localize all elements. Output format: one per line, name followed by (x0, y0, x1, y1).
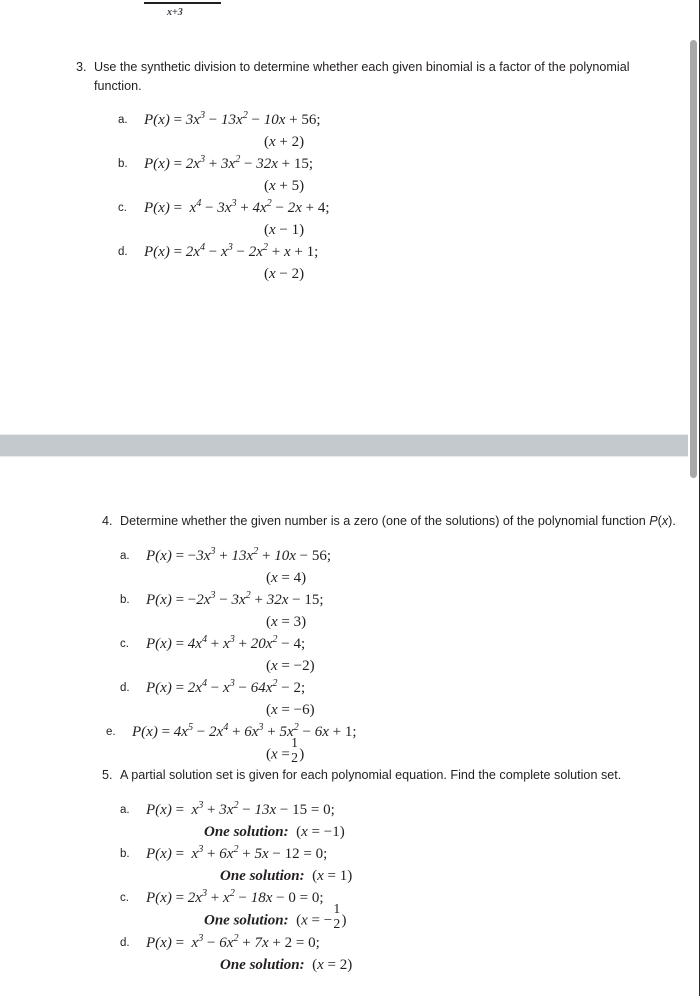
item-3c-letter: c. (118, 202, 127, 214)
question-3-items (0, 109, 700, 285)
item-3b-condition: (x + 5) (264, 178, 305, 194)
question-4-block (0, 512, 700, 766)
item-5d (120, 932, 700, 976)
fraction-bar (144, 2, 221, 4)
top-fraction-fragment (0, 0, 700, 26)
top-fragment-lhs (117, 0, 120, 6)
top-fragment-denominator: x+3 (167, 7, 183, 18)
item-5d-equation: $P(x) = x^3 - 6x^2 + 7x + 2 = 0$; (146, 932, 320, 951)
item-4a (120, 545, 700, 589)
item-4c-condition: (x = −2) (266, 658, 315, 674)
item-4e-condition: (x = 1 2 ) (266, 735, 305, 765)
question-4-prompt: Determine whether the given number is a zero (one of the solutions) of the polynomial function P(x). (120, 514, 676, 528)
vertical-scrollbar-thumb[interactable] (690, 40, 697, 478)
item-5a-condition: One solution: (x = −1) (204, 824, 345, 840)
item-4c (120, 633, 700, 677)
item-3a-condition: (x + 2) (264, 134, 305, 150)
item-5b-letter: b. (120, 848, 130, 860)
item-4d-equation: $P(x) = 2x^4 - x^3 - 64x^2 - 2$; (146, 678, 306, 696)
item-4d-condition: (x = −6) (266, 702, 315, 718)
item-3b (118, 153, 700, 197)
item-4d (120, 677, 700, 721)
item-4e-equation: $P(x) = 4x^5 - 2x^4 + 6x^3 + 5x^2 - 6x + 1$; (132, 722, 357, 740)
page-separator-gap (0, 435, 700, 456)
item-5c-letter: c. (120, 892, 129, 904)
item-5d-condition: One solution: (x = 2) (220, 956, 353, 973)
item-5d-letter: d. (120, 936, 130, 949)
item-4e (106, 721, 700, 766)
item-4d-letter: d. (120, 682, 130, 694)
item-4a-equation: $P(x) = -3x^3 + 13x^2 + 10x - 56$; (146, 546, 332, 564)
question-4-number: 4. (102, 514, 113, 528)
item-3d (118, 241, 700, 285)
item-4b-equation: $P(x) = -2x^3 - 3x^2 + 32x - 15$; (146, 590, 324, 608)
page-top-edge (0, 456, 700, 457)
item-3c (118, 197, 700, 241)
fraction-one-half: 1 2 (333, 901, 341, 931)
item-3c-condition: (x − 1) (264, 222, 305, 238)
item-4a-condition: (x = 4) (266, 570, 307, 586)
solution-label: One solution: (204, 824, 289, 840)
item-5b-condition: One solution: (x = 1) (220, 868, 353, 884)
item-3a-letter: a. (118, 114, 128, 126)
item-5c-equation: $P(x) = 2x^3 + x^2 - 18x - 0 = 0$; (146, 888, 324, 906)
solution-label: One solution: (204, 912, 289, 929)
item-4a-letter: a. (120, 550, 130, 562)
item-4b-condition: (x = 3) (266, 614, 307, 630)
question-5-block (0, 766, 700, 976)
item-3d-condition: (x − 2) (264, 266, 305, 282)
item-5a-letter: a. (120, 804, 130, 816)
solution-label: One solution: (220, 956, 305, 973)
question-4-items (0, 545, 700, 766)
question-5-items (0, 799, 700, 976)
solution-label: One solution: (220, 868, 305, 884)
item-5b (120, 843, 700, 887)
item-4c-equation: $P(x) = 4x^4 + x^3 + 20x^2 - 4$; (146, 634, 306, 652)
item-3b-equation: $P(x) = 2x^3 + 3x^2 - 32x + 15$; (144, 154, 314, 172)
item-5b-equation: $P(x) = x^3 + 6x^2 + 5x - 12 = 0$; (146, 844, 328, 862)
item-5a (120, 799, 700, 843)
question-3-prompt: Use the synthetic division to determine whether each given binomial is a factor of the polynomial function. (94, 60, 630, 93)
question-5-prompt: A partial solution set is given for each polynomial equation. Find the complete solution set. (120, 768, 622, 782)
question-3-block (0, 58, 700, 285)
item-4b (120, 589, 700, 633)
item-3d-letter: d. (118, 246, 128, 258)
item-3a-equation: $P(x) = 3x^3 - 13x^2 - 10x + 56$; (144, 110, 321, 128)
question-3-number: 3. (76, 60, 87, 74)
item-5c-condition: One solution: (x = − 1 2 ) (204, 901, 347, 931)
question-5-number: 5. (102, 768, 113, 782)
item-4e-letter: e. (106, 726, 116, 738)
item-3b-letter: b. (118, 158, 128, 170)
item-3c-equation: $P(x) = x^4 - 3x^3 + 4x^2 - 2x + 4$; (144, 198, 330, 216)
item-5a-equation: $P(x) = x^3 + 3x^2 - 13x - 15 = 0$; (146, 800, 335, 818)
item-4b-letter: b. (120, 594, 130, 606)
fraction-one-half: 1 2 (291, 735, 298, 765)
item-5c (120, 887, 700, 932)
item-3a (118, 109, 700, 153)
item-4c-letter: c. (120, 638, 129, 650)
item-3d-equation: $P(x) = 2x^4 - x^3 - 2x^2 + x + 1$; (144, 242, 319, 260)
